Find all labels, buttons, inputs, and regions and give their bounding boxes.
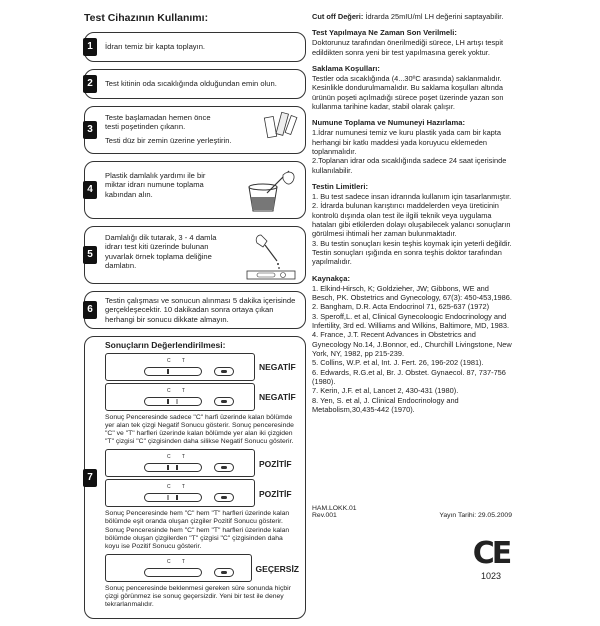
info-section xyxy=(312,12,512,414)
step-number: 7 xyxy=(83,469,97,487)
cutoff-paragraph xyxy=(312,12,512,21)
step-text: Testin çalışması ve sonucun alınması 5 dakika içerisinde gerçekleşecektir. 10 dakikadan sonra ortaya çıkan herhangi bir sonucu dikkate almayın. xyxy=(105,296,296,324)
urine-cup-icon xyxy=(239,165,299,215)
step-number: 6 xyxy=(83,301,97,319)
step-text: Test kitinin oda sıcaklığında olduğundan emin olun. xyxy=(105,79,277,88)
t-line xyxy=(176,465,178,470)
step-text: İdrarı temiz bir kapta toplayın. xyxy=(105,42,206,51)
sample-well xyxy=(214,367,234,376)
step-number: 2 xyxy=(83,75,97,93)
limits-title: Testin Limitleri: xyxy=(312,181,368,191)
step-number: 1 xyxy=(83,38,97,56)
issue-date: Yayın Tarihi: 29.05.2009 xyxy=(439,512,512,519)
reference-item: 5. Collins, W.P. et al, Int. J. Fert. 26, 196-202 (1981). xyxy=(312,358,484,368)
limits-text-2: 2. İdrarda bulunan karıştırıcı maddelerden veya üreticinin kontrolü dışında olan test ile ilgili teknik veya uygulama hataları gibi etkilerden dolayı oluşabilecek yalancı sonuçların görülmesi ihtimali her zaman bulunmaktadır. xyxy=(312,201,511,239)
usage-title: Test Cihazının Kullanımı: xyxy=(84,12,209,24)
step-text-b: Testi düz bir zemin üzerine yerleştirin. xyxy=(105,135,232,145)
ct-label: C T xyxy=(167,484,190,491)
negative-label: NEGATİF xyxy=(259,362,296,373)
results-title: Sonuçların Değerlendirilmesi: xyxy=(105,340,226,350)
cutoff-text: İdrarda 25mIU/ml LH değerini saptayabilir. xyxy=(365,12,504,21)
reference-item: 4. France, J.T. Recent Advances in Obstetrics and Gynecology No.14, J.Bonnor, ed., Churchill Livingstone, New York, NY, 1982, pp 215-239. xyxy=(312,330,512,358)
step-3 xyxy=(84,106,306,154)
test-pouch-icon xyxy=(263,111,299,139)
reference-item: 2. Bangham, D.R. Acta Endocrinol 71, 625-637 (1972) xyxy=(312,302,490,312)
invalid-label: GEÇERSİZ xyxy=(255,563,299,574)
result-window xyxy=(144,397,202,406)
ct-label: C T xyxy=(167,454,190,461)
ce-mark-icon: CE xyxy=(472,536,510,571)
reference-item: 7. Kerin, J.F. et al, Lancet 2, 430-431 (1980). xyxy=(312,386,459,396)
test-cassette xyxy=(105,353,255,381)
reference-item: 6. Edwards, R.G.et al, Br. J. Obstet. Gynaecol. 87, 737-756 (1980). xyxy=(312,367,506,386)
step-5 xyxy=(84,226,306,284)
limits-text-3: 3. Bu testin sonuçları kesin teşhis koymak için yeterli değildir. Testin sonuçları ışığında en sonra teşhis doktor tarafından yapılmalıdır. xyxy=(312,238,512,267)
sample-title: Numune Toplama ve Numuneyi Hazırlama: xyxy=(312,118,466,128)
sample-text-1: 1.İdrar numunesi temiz ve kuru plastik yada cam bir kapta herhangi bir katkı maddesi yada koruyucu eklemeden toplanmalıdır. xyxy=(312,128,501,156)
step-number: 5 xyxy=(83,246,97,264)
c-line xyxy=(167,369,169,374)
step-7-results xyxy=(84,336,306,619)
ct-label: C T xyxy=(167,559,190,566)
timing-text: Doktorunuz tarafından önerilmediği sürece, LH artışı tespit edildikten sonra yeni bir test yapılmasına gerek yoktur. xyxy=(312,38,504,57)
positive-row-2 xyxy=(105,479,299,509)
limits-text-1: 1. Bu test sadece insan idrarında kullanım için tasarlanmıştır. xyxy=(312,191,512,201)
step-6 xyxy=(84,291,306,329)
timing-title: Test Yapılmaya Ne Zaman Son Verilmeli: xyxy=(312,28,457,38)
positive-row-1 xyxy=(105,449,299,479)
test-cassette xyxy=(105,479,255,507)
sample-well xyxy=(214,568,234,577)
sample-well xyxy=(214,463,234,472)
ce-number: 1023 xyxy=(480,571,502,581)
negative-description: Sonuç Penceresinde sadece "C" harfi üzerinde kalan bölümde yer alan tek çizgi Negatif Sonucu gösterir. Sonuç penceresinde "C" ve "T" harfleri üzerinde kalan bölümde yer alan iki çizgiden "T" çizgisi "C" çizgisinden daha silikse Negatif Sonucu gösterir. xyxy=(105,413,294,446)
step-2 xyxy=(84,69,306,99)
negative-row-1 xyxy=(105,353,299,383)
step-text: Damlalığı dik tutarak, 3 - 4 damla idrarı test kiti üzerinde bulunan yuvarlak örnek toplama deliğine damlatın. xyxy=(105,233,217,271)
positive-description: Sonuç Penceresinde hem "C" hem "T" harfleri üzerinde kalan bölümde eşit oranda oluşan çizgiler Pozitif Sonucu gösterir. Sonuç Penceresinde hem "C" hem "T" harfleri üzerinde kalan bölümde oluşan çizgilerden "T" çizgisi "C" çizgisinden daha koyu ise Pozitif Sonucu gösterir. xyxy=(105,510,290,550)
ct-label: C T xyxy=(167,357,190,364)
ce-badge xyxy=(468,536,514,581)
step-1 xyxy=(84,32,306,62)
invalid-description: Sonuç penceresinde beklenmesi gereken süre sonunda hiçbir çizgi görünmez ise sonuç geçersizdir. Yeni bir test ile deney tekrarlanmalıdır. xyxy=(105,585,291,609)
positive-label: POZİTİF xyxy=(259,458,292,469)
c-line xyxy=(167,495,169,500)
revision: Rev.001 xyxy=(312,512,337,519)
c-line xyxy=(167,465,169,470)
c-line xyxy=(167,399,169,404)
ct-label: C T xyxy=(167,387,190,394)
step-number: 4 xyxy=(83,181,97,199)
step-text: Teste başlamadan hemen önce testi poşetinden çıkarın. xyxy=(105,113,211,132)
negative-label: NEGATİF xyxy=(259,392,296,403)
document-footer xyxy=(312,505,512,519)
positive-label: POZİTİF xyxy=(259,488,292,499)
negative-row-2 xyxy=(105,383,299,413)
result-window xyxy=(144,493,202,502)
cutoff-label: Cut off Değeri: xyxy=(312,12,364,21)
reference-item: 8. Yen, S. et al, J. Clinical Endocrinology and Metabolism,30,435-442 (1970). xyxy=(312,395,459,414)
storage-title: Saklama Koşulları: xyxy=(312,63,380,73)
result-window xyxy=(144,463,202,472)
reference-item: 3. Speroff,L. et al, Clinical Gynecoloogic Endocrinology and Infertility, 3rd ed. Williams and Wilkins, Baltimore, MD, 1983. xyxy=(312,311,510,330)
rev-row xyxy=(312,512,512,519)
sample-text-2: 2.Toplanan idrar oda sıcaklığında sadece 24 saat içerisinde kullanılabilir. xyxy=(312,156,507,175)
reference-item: 1. Elkind-Hirsch, K; Goldzieher, JW; Gibbons, WE and Besch, PK. Obstetrics and Gynecology, 67(3): 450-453,1986. xyxy=(312,283,512,302)
sample-well xyxy=(214,493,234,502)
test-cassette xyxy=(105,554,252,582)
refs-title: Kaynakça: xyxy=(312,273,350,283)
doc-code: HAM.LOKK.01 xyxy=(312,505,357,512)
storage-text: Testler oda sıcaklığında (4...30ºC arasında) saklanmalıdır. Kesinlikle dondurulmamalıdır. Bu saklama koşulları altında ürünün poşeti açılmadığı sürece poşet üzerinde yazan son kullanma tarihine kadar, stabil olarak çalışır. xyxy=(312,73,504,111)
result-window xyxy=(144,568,202,577)
step-number: 3 xyxy=(83,121,97,139)
test-cassette xyxy=(105,449,255,477)
usage-section xyxy=(84,12,306,626)
invalid-row xyxy=(105,554,299,584)
test-cassette xyxy=(105,383,255,411)
result-window xyxy=(144,367,202,376)
step-text: Plastik damlalık yardımı ile bir miktar idrarı numune toplama kabından alın. xyxy=(105,171,206,199)
t-line-faint xyxy=(176,399,178,404)
step-4 xyxy=(84,161,306,219)
t-line xyxy=(176,495,178,500)
sample-well xyxy=(214,397,234,406)
dropper-icon xyxy=(243,231,299,281)
